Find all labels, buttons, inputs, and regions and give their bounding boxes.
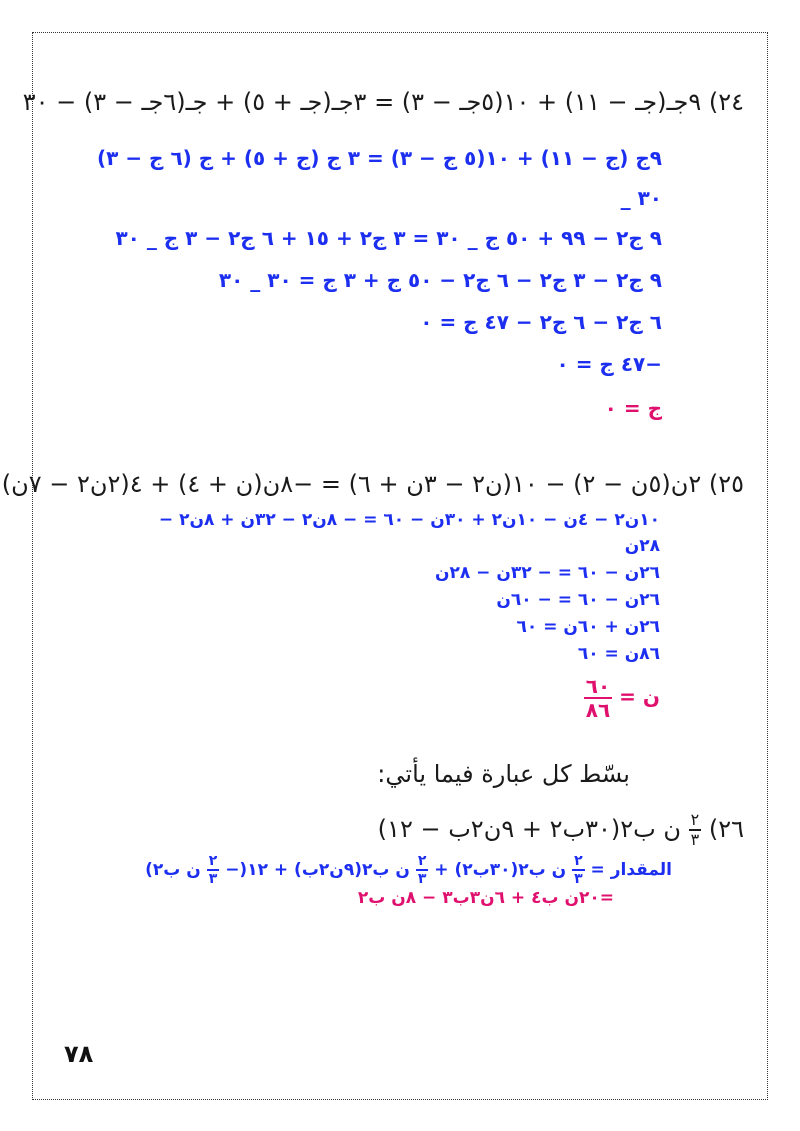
section-instruction: بسّط كل عبارة فيما يأتي: (377, 760, 630, 788)
problem-24-statement: ٢٤) ٩جـ(جـ − ١١) + ١٠(٥جـ − ٣) = ٣جـ(جـ + ٥) + جـ(٦جـ − ٣) − ٣٠ (22, 88, 744, 116)
fraction-numerator: ٢ (574, 853, 583, 869)
problem-24-step-5: ٦ ج٢ − ٦ ج٢ − ٤٧ ج = ٠ (420, 310, 662, 334)
problem-24-step-2: _ ٣٠ (620, 186, 662, 210)
problem-26-statement (378, 812, 744, 848)
fraction-denominator: ٣ (690, 830, 700, 849)
answer-fraction (584, 676, 612, 720)
problem-26-fraction (689, 812, 702, 848)
problem-24-step-6: −٤٧ ج = ٠ (556, 352, 662, 376)
fraction-denominator: ٨٦ (585, 698, 611, 722)
solution-term-1: ن ب٢(٣٠ب٢) + (434, 860, 567, 880)
problem-26-solution (145, 854, 672, 886)
fraction-numerator: ٢ (208, 853, 218, 869)
problem-25-step-6: ٨٦ن = ٦٠ (577, 644, 660, 664)
problem-25-step-4: ٢٦ن − ٦٠ = − ٦٠ن (496, 590, 660, 610)
problem-25-step-1: ١٠ن٢ − ٤ن − ١٠ن٢ + ٣٠ن − ٦٠ = − ٨ن٢ − ٣٢ن + ٨ن٢ − (158, 510, 660, 530)
fraction-numerator: ٦٠ (585, 674, 611, 698)
page-number: ٧٨ (64, 1040, 94, 1068)
solution-label: المقدار = (590, 860, 672, 880)
fraction-two-thirds (207, 854, 220, 886)
answer-variable: ن (642, 684, 660, 709)
problem-25-answer: ن = $\frac{٦٠}{٨٦}$ (585, 674, 660, 722)
problem-26-answer: =٢٠ن ب٤ + ٦ن٣ب٣ − ٨ن ب٢ (357, 888, 614, 908)
problem-25-step-2: ٢٨ن (624, 536, 660, 556)
fraction-two-thirds (416, 854, 429, 886)
problem-26-number: ٢٦) (708, 815, 744, 843)
problem-25-statement: ٢٥) ٢ن(٥ن − ٢) − ١٠(ن٢ − ٣ن + ٦) = −٨ن(ن + ٤) + ٤(٢ن٢ − ٧ن) (1, 470, 744, 498)
problem-24-step-1: ٩ج (ج − ١١) + ١٠(٥ ج − ٣) = ٣ ج (ج + ٥) + ج (٦ ج − ٣) (97, 146, 662, 170)
problem-24-answer: ج = ٠ (604, 396, 662, 420)
fraction-numerator: ٢ (417, 853, 427, 869)
problem-25-step-3: ٢٦ن − ٦٠ = − ٣٢ن − ٢٨ن (434, 563, 660, 583)
problem-24-step-3: ٩ ج٢ − ٩٩ + ٥٠ ج _ ٣٠ = ٣ ج٢ + ١٥ + ٦ ج٢ − ٣ ج _ ٣٠ (115, 226, 662, 250)
fraction-denominator: ٣ (417, 871, 427, 887)
solution-term-3: ن ب٢) (145, 860, 201, 880)
fraction-denominator: ٣ (208, 871, 218, 887)
problem-24-step-4: ٩ ج٢ − ٣ ج٢ − ٦ ج٢ − ٥٠ ج + ٣ ج = ٣٠ _ ٣٠ (218, 268, 662, 292)
fraction-denominator: ٣ (574, 871, 583, 887)
problem-26-expression: ن ب٢(٣٠ب٢ + ٩ن٢ب − ١٢) (377, 815, 681, 843)
fraction-numerator: ٢ (690, 810, 700, 829)
problem-25-step-5: ٢٦ن + ٦٠ن = ٦٠ (516, 617, 660, 637)
solution-term-2: ن ب٢(٩ن٢ب) + ١٢(− (225, 860, 410, 880)
fraction-two-thirds (572, 854, 585, 886)
